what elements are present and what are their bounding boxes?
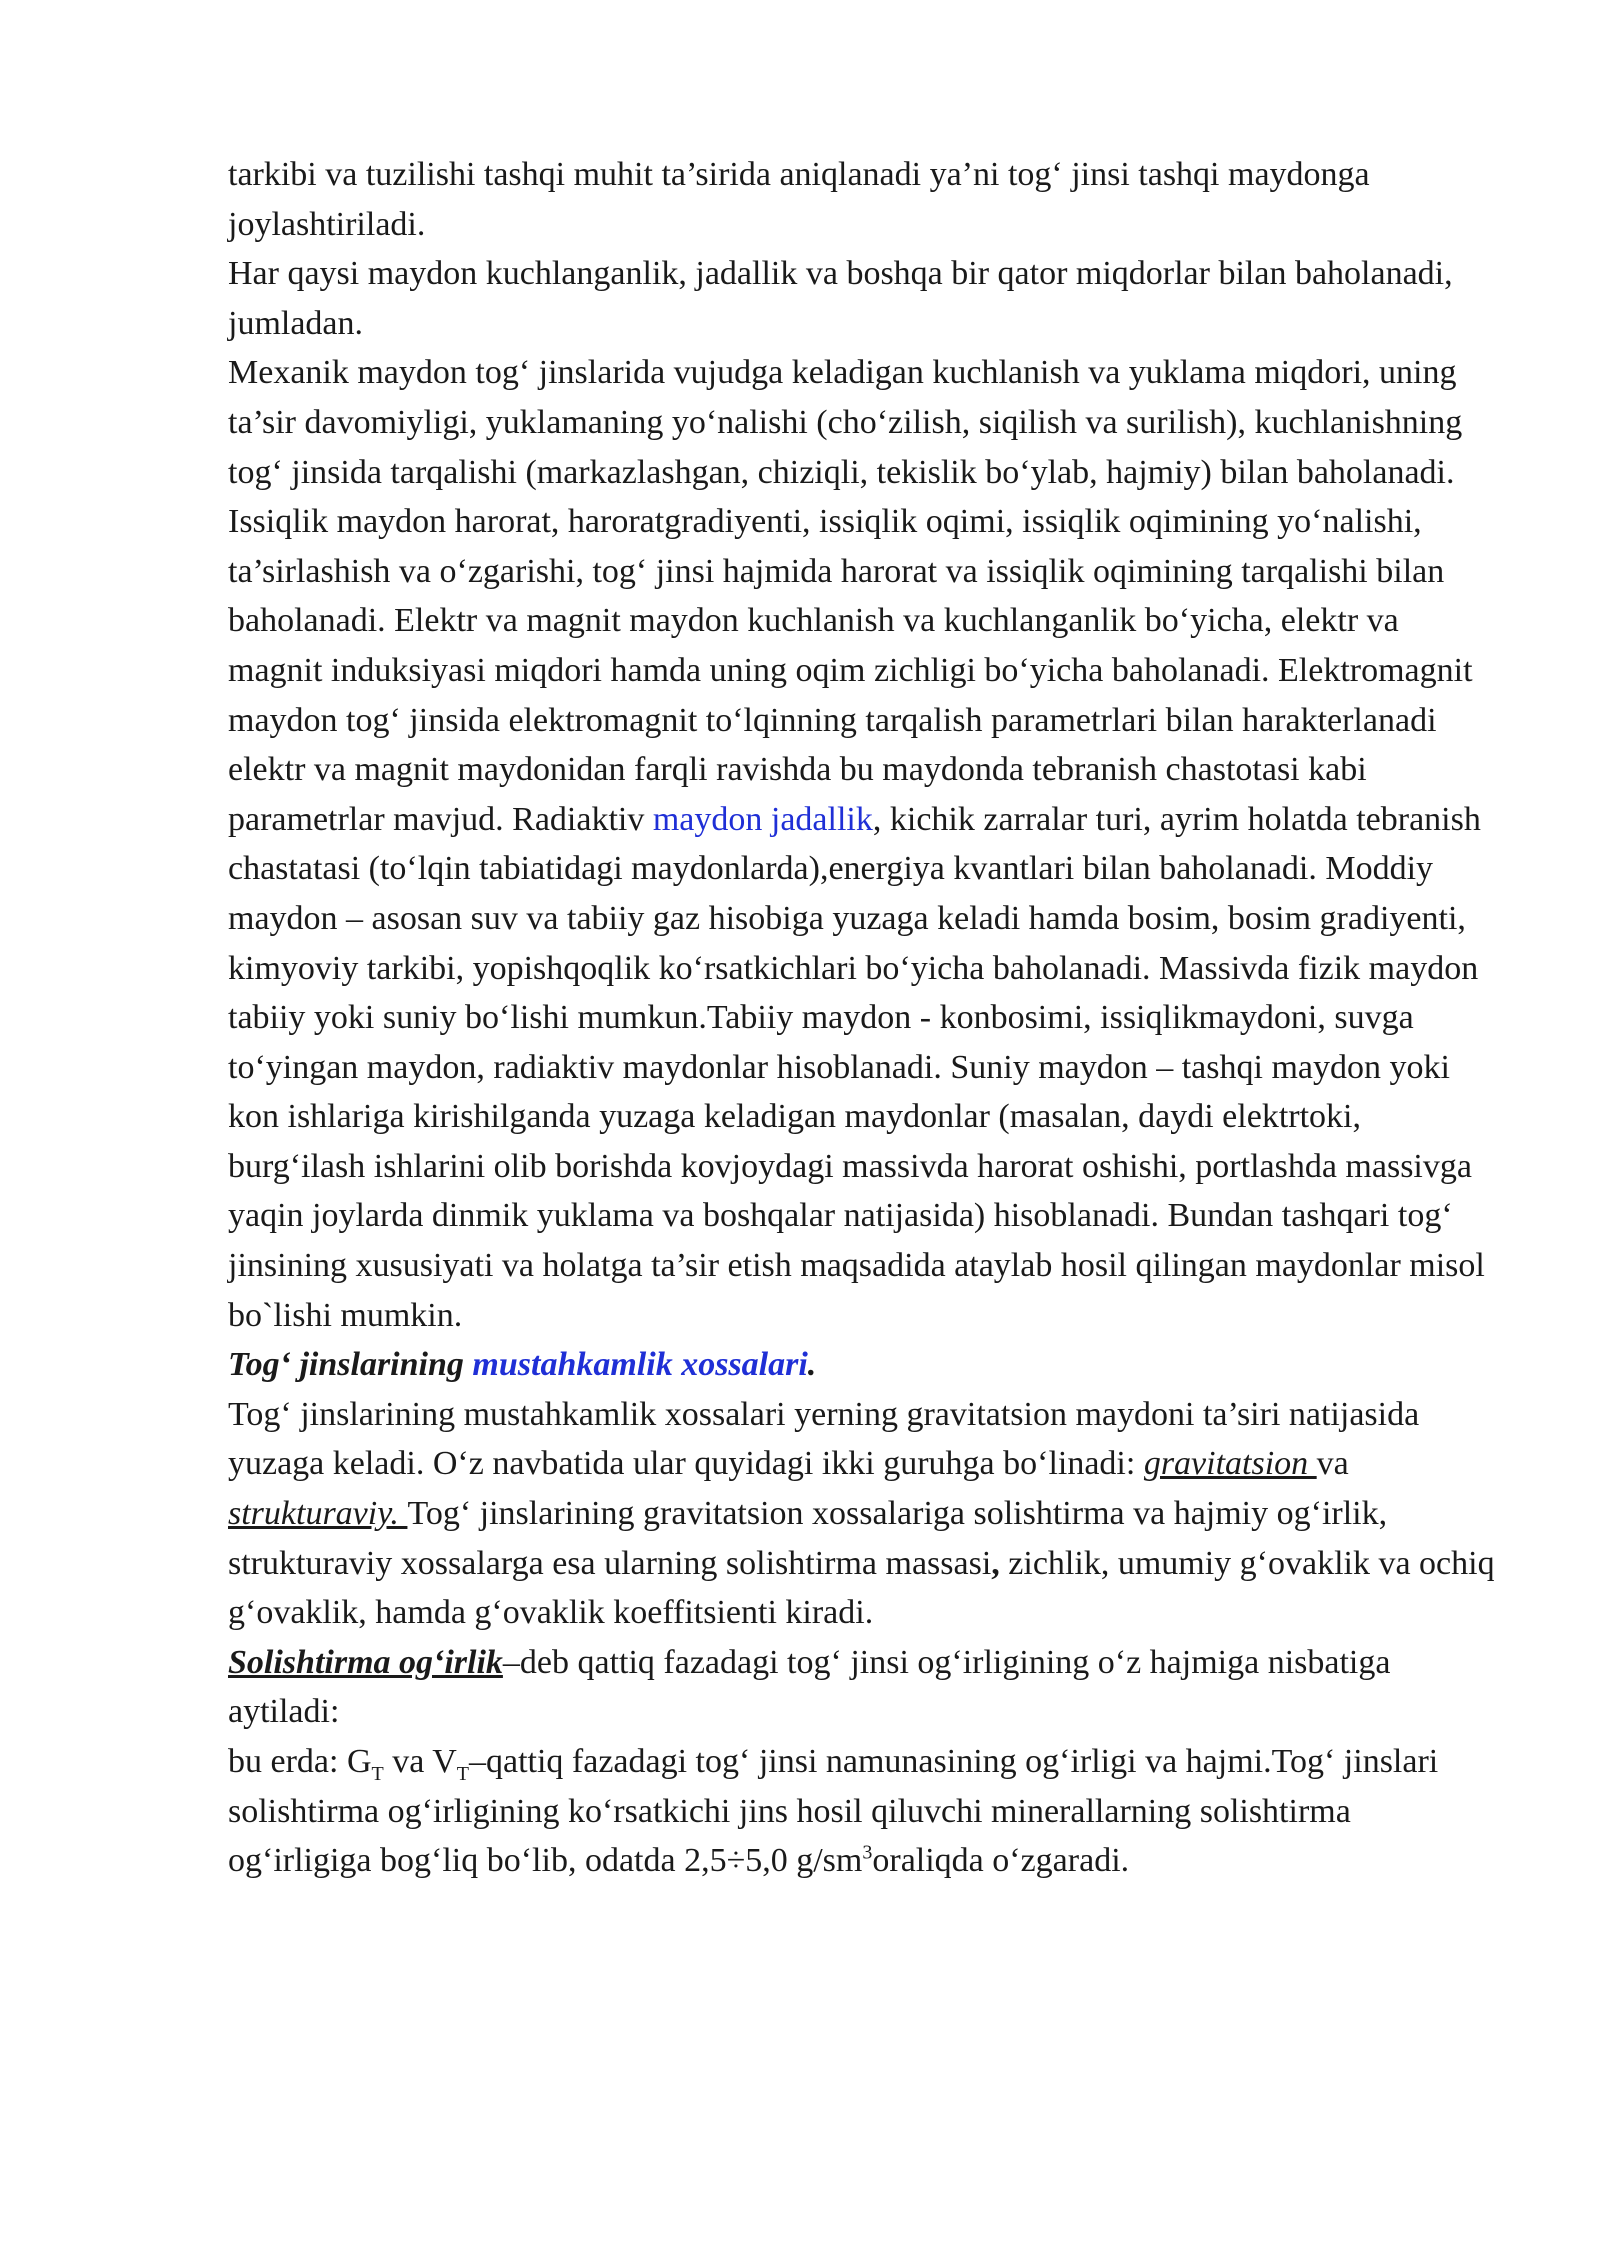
paragraph-text: , kichik zarralar turi, ayrim holatda tebranish chastatasi (to‘lqin tabiatidagi maydonlarda),energiya kvantlari bilan baholanadi. Moddiy maydon – asosan suv va tabiiy gaz hisobiga yuzaga keladi hamda bosim, bosim gradiyenti, kimyoviy tarkibi, yopishqoqlik ko‘rsatkichlari bo‘yicha baholanadi. Massivda fizik maydon tabiiy yoki suniy bo‘lishi mumkun.Tabiiy maydon - konbosimi, issiqlikmaydoni, suvga to‘yingan maydon, radiaktiv maydonlar hisoblanadi. Suniy maydon – tashqi maydon yoki kon ishlariga kirishilganda yuzaga keladigan maydonlar (masalan, daydi elektrtoki, burg‘ilash ishlarini olib borishda kovjoydagi massivda harorat oshishi, portlashda massivga yaqin joylarda dinmik yuklama va boshqalar natijasida) hisoblanadi. Bundan tashqari tog‘ jinsining xususiyati va holatga ta’sir etish maqsadida ataylab hosil qilingan maydonlar misol bo`lishi mumkin.	[228, 800, 1485, 1334]
heading-text: Tog‘ jinslarining	[228, 1346, 473, 1384]
heading-dot: .	[807, 1346, 817, 1384]
term-strukturaviy: strukturaviy.	[228, 1495, 408, 1533]
document-page	[228, 150, 1498, 1886]
paragraph-text: Tog‘ jinslarining gravitatsion xossalariga solishtirma va hajmiy og‘irlik, strukturaviy xossalarga esa ularning solishtirma massasi	[228, 1495, 1388, 1582]
paragraph-field-evaluation: Har qaysi maydon kuchlanganlik, jadallik va boshqa bir qator miqdorlar bilan baholanadi, jumladan.	[228, 255, 1453, 342]
paragraph-text: va	[1316, 1445, 1349, 1483]
paragraph-strength-properties	[228, 1390, 1498, 1638]
paragraph-text: zichlik, umumiy g‘ovaklik va ochiq g‘ovaklik, hamda g‘ovaklik koeffitsienti kiradi.	[228, 1544, 1495, 1632]
paragraph-text: va V	[383, 1743, 457, 1780]
paragraph-field-types	[228, 348, 1498, 1340]
paragraph-text: bu erda: G	[228, 1743, 372, 1780]
subscript-t: T	[456, 1762, 469, 1785]
term-solishtirma-ogirlik: Solishtirma og‘irlik	[228, 1643, 503, 1681]
paragraph-definition	[228, 1638, 1498, 1737]
paragraph-explanation	[228, 1737, 1498, 1886]
section-heading	[228, 1340, 1498, 1390]
paragraph-intro: tarkibi va tuzilishi tashqi muhit ta’sirida aniqlanadi ya’ni tog‘ jinsi tashqi maydonga joylashtiriladi.	[228, 156, 1370, 243]
paragraph-text: –deb qattiq fazadagi tog‘ jinsi og‘irligining o‘z hajmiga nisbatiga aytiladi:	[228, 1643, 1391, 1731]
paragraph-text: Tog‘ jinslarining mustahkamlik xossalari yerning gravitatsion maydoni ta’siri natijasida yuzaga keladi. O‘z navbatida ular quyidagi ikki guruhga bo‘linadi:	[228, 1395, 1420, 1483]
term-gravitatsion: gravitatsion	[1143, 1445, 1317, 1483]
paragraph-text: oraliqda o‘zgaradi.	[872, 1842, 1130, 1880]
bold-comma: ,	[991, 1544, 1000, 1582]
link-mustahkamlik-xossalari[interactable]: mustahkamlik xossalari	[472, 1346, 808, 1384]
superscript-3: 3	[862, 1841, 873, 1864]
link-maydon-jadallik[interactable]: maydon jadallik	[652, 800, 873, 838]
paragraph-text: –qattiq fazadagi tog‘ jinsi namunasining og‘irligi va hajmi.Tog‘ jinslari solishtirma og‘irligining ko‘rsatkichi jins hosil qiluvchi minerallarning solishtirma og‘irligiga bog‘liq bo‘lib, odatda 2,5÷5,0 g/sm	[228, 1743, 1439, 1880]
subscript-t: T	[371, 1762, 384, 1785]
paragraph-text: Mexanik maydon tog‘ jinslarida vujudga keladigan kuchlanish va yuklama miqdori, uning ta’sir davomiyligi, yuklamaning yo‘nalishi (cho‘zilish, siqilish va surilish), kuchlanishning tog‘ jinsida tarqalishi (markazlashgan, chiziqli, tekislik bo‘ylab, hajmiy) bilan baholanadi. Issiqlik maydon harorat, haroratgradiyenti, issiqlik oqimi, issiqlik oqimining yo‘nalishi, ta’sirlashish va o‘zgarishi, tog‘ jinsi hajmida harorat va issiqlik oqimining tarqalishi bilan baholanadi. Elektr va magnit maydon kuchlanish va kuchlanganlik bo‘yicha, elektr va magnit induksiyasi miqdori hamda uning oqim zichligi bo‘yicha baholanadi. Elektromagnit maydon tog‘ jinsida elektromagnit to‘lqinning tarqalish parametrlari bilan harakterlanadi elektr va magnit maydonidan farqli ravishda bu maydonda tebranish chastotasi kabi parametrlar mavjud. Radiaktiv	[228, 354, 1473, 838]
